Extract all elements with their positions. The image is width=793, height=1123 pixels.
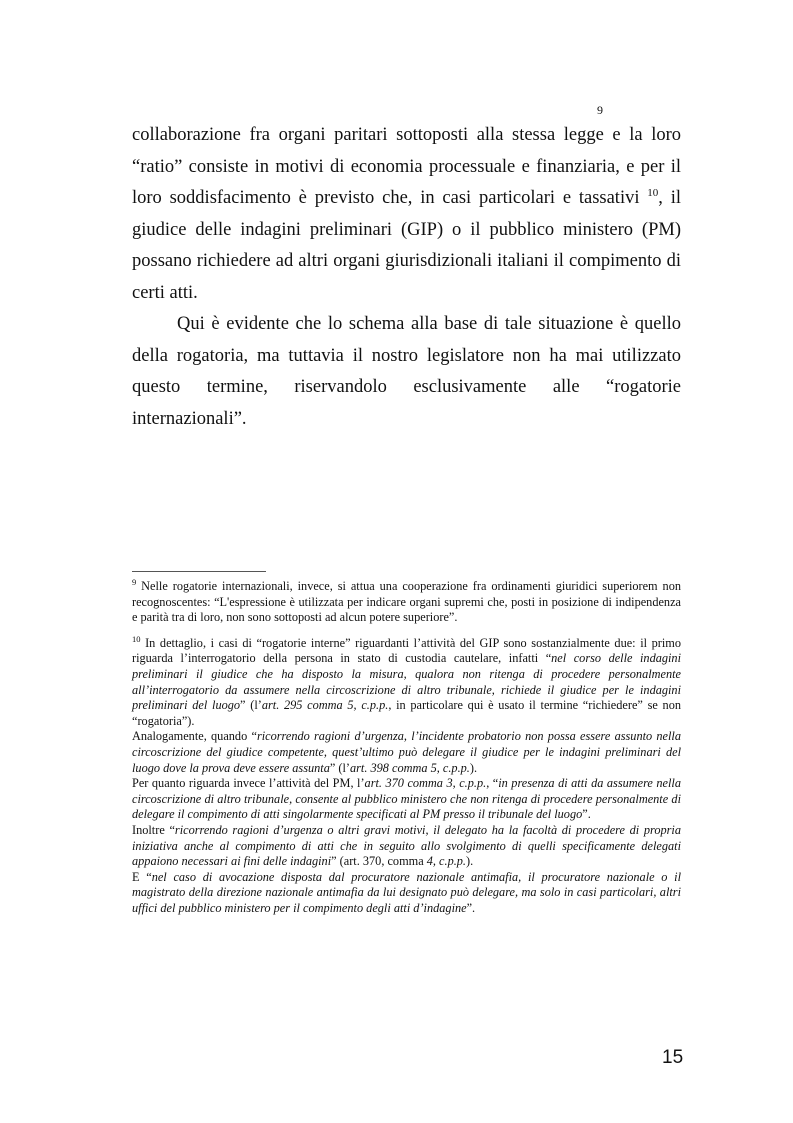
body-text: [132, 120, 681, 435]
fn10-s2-c: ).: [469, 760, 478, 775]
footnote-10-part-1: [132, 633, 681, 730]
fn10-s4-article: 4, c.p.p.: [426, 854, 467, 869]
fn10-s4-b: ” (art. 370, comma: [331, 854, 427, 869]
footnote-10-part-4: [132, 823, 681, 870]
footnote-separator: [132, 571, 266, 572]
fn10-s1: In dettaglio, i casi di “rogatorie interne” riguardanti l’attività del GIP sono sostanzialmente due: il primo riguarda l’interrogatorio della persona in stato di custodia cautelare, infatti “: [132, 635, 681, 666]
fn10-s2-quote: ricorrendo ragioni d’urgenza, l’incidente probatorio non possa essere assunto nella circoscrizione del giudice competente, quest’ultimo può delegare il giudice per le indagini preliminari del luogo dove la prova deve essere assunta: [132, 729, 681, 775]
fn10-s2-b: ” (l’: [329, 760, 350, 775]
footnote-9-number: 9: [132, 576, 137, 587]
paragraph-1-text-a: collaborazione fra organi paritari sottoposti alla stessa legge e la loro “ratio” consiste in motivi di economia processuale e finanziaria, e per il loro soddisfacimento è previsto che, in casi particolari e tassativi: [132, 125, 681, 208]
fn10-s3-a: Per quanto riguarda invece l’attività del PM, l’: [132, 776, 365, 791]
footnote-10-number: 10: [132, 633, 141, 644]
paragraph-1: [132, 120, 681, 309]
fn10-s1-quote: nel corso delle indagini preliminari il giudice che ha disposto la misura, qualora non ritenga di procedere personalmente all’interrogatorio da assumere nella circoscrizione di altro tribunale, richiede il giudice per le indagini preliminari del luogo: [132, 651, 681, 713]
paragraph-1-text-b: , il giudice delle indagini preliminari (GIP) o il pubblico ministero (PM) possano richiedere ad altri organi giurisdizionali italiani il compimento di certi atti.: [132, 188, 682, 303]
footnotes: [132, 576, 681, 926]
footnote-10-part-3: [132, 776, 681, 823]
fn10-s5-quote: nel caso di avocazione disposta dal procuratore nazionale antimafia, il procuratore nazionale o il magistrato della direzione nazionale antimafia da lui designato può delegare, ma solo in casi particolari, altri uffici del pubblico ministero per il compimento degli atti d’indagine: [132, 869, 681, 915]
fn10-s3-article: art. 370 comma 3, c.p.p.: [364, 776, 487, 791]
footnote-10-part-5: [132, 870, 681, 917]
fn10-s3-c: ”.: [582, 807, 591, 822]
fn10-s4-a: Inoltre “: [132, 822, 175, 837]
fn10-s3-b: , “: [486, 776, 499, 791]
fn10-s2-article: art. 398 comma 5, c.p.p.: [349, 760, 470, 775]
footnote-reference-9: 9: [597, 103, 603, 117]
footnote-9-text: Nelle rogatorie internazionali, invece, si attua una cooperazione fra ordinamenti giuridici superiorem non recognoscentes: “L'espressione è utilizzata per indicare organi supremi che, posti in posizione di indipendenza e parità tra di loro, non sono sottoposti ad alcun potere superiore”.: [132, 579, 681, 625]
fn10-s1-c: , in particolare qui è usato il termine “richiedere” se non “rogatoria”).: [132, 698, 681, 728]
footnote-9: [132, 576, 681, 626]
fn10-s4-quote: ricorrendo ragioni d’urgenza o altri gravi motivi, il delegato ha la facoltà di procedere di propria iniziativa anche al compimento di atti che in seguito allo svolgimento di quelli specificamente delegati appaiono necessari ai fini delle indagini: [132, 822, 681, 869]
page-number: 15: [662, 1047, 684, 1068]
fn10-s5-b: ”.: [466, 900, 476, 915]
footnote-10: [132, 633, 681, 917]
fn10-s2-a: Analogamente, quando “: [132, 729, 257, 744]
paragraph-2: Qui è evidente che lo schema alla base di tale situazione è quello della rogatoria, ma tuttavia il nostro legislatore non ha mai utilizzato questo termine, riservandolo esclusivamente alle “rogatorie internazionali”.: [132, 314, 681, 429]
fn10-s5-a: E “: [132, 869, 152, 884]
fn10-s1-b: ” (l’: [240, 698, 262, 713]
fn10-s3-quote: in presenza di atti da assumere nella circoscrizione di altro tribunale, consente al pubblico ministero che non ritenga di procedere personalmente di delegare il compimento di atti singolarmente specificati al PM presso il tribunale del luogo: [132, 776, 681, 822]
fn10-s4-c: ).: [466, 854, 474, 869]
fn10-s1-article: art. 295 comma 5, c.p.p.: [261, 698, 389, 713]
footnote-reference-10: 10: [647, 186, 659, 199]
footnote-10-part-2: [132, 729, 681, 776]
